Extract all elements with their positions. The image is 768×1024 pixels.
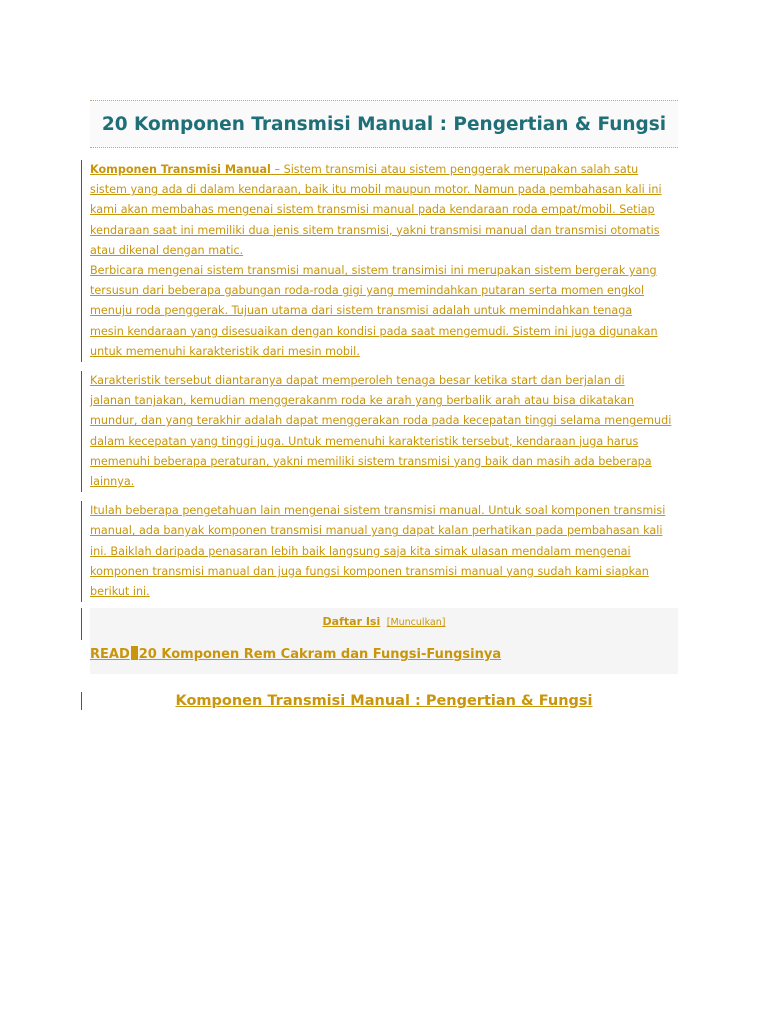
paragraph-karakteristik[interactable]: Karakteristik tersebut diantaranya dapat memperoleh tenaga besar ketika start dan berjalan di jalanan tanjakan, kemudian menggerakanm roda ke arah yang berbalik arah atau bisa dikatakan mundur, dan yang terakhir adalah dapat menggerakan roda pada kecepatan tinggi selama mengemudi dalam kecepatan yang tinggi juga. Untuk memenuhi karakteristik tersebut, kendaraan juga harus memenuhi beberapa peraturan, yakni memiliki sistem transmisi yang baik dan masih ada beberapa lainnya.	[90, 371, 678, 492]
toc-header	[90, 615, 678, 628]
toc-toggle-link[interactable]: [Munculkan]	[386, 617, 446, 629]
toc-title: Daftar Isi	[322, 615, 381, 629]
paragraph-pengetahuan[interactable]: Itulah beberapa pengetahuan lain mengenai sistem transmisi manual. Untuk soal komponen transmisi manual, ada banyak komponen transmisi manual yang dapat kalan perhatikan pada pembahasan kali ini. Baiklah daripada penasaran lebih baik langsung saja kita simak ulasan mendalam mengenai komponen transmisi manual dan juga fungsi komponen transmisi manual yang sudah kami siapkan berikut ini.	[90, 501, 678, 602]
table-of-contents	[90, 608, 678, 674]
separator-block	[131, 646, 138, 660]
title-box	[90, 100, 678, 148]
page-title: 20 Komponen Transmisi Manual : Pengertian & Fungsi	[101, 113, 667, 135]
article	[90, 100, 678, 712]
paragraph-intro[interactable]: Komponen Transmisi Manual – Sistem transmisi atau sistem penggerak merupakan salah satu sistem yang ada di dalam kendaraan, baik itu mobil maupun motor. Namun pada pembahasan kali ini kami akan membahas mengenai sistem transmisi manual pada kendaraan roda empat/mobil. Setiap kendaraan saat ini memiliki dua jenis sitem transmisi, yakni transmisi manual dan transmisi otomatis atau dikenal dengan matic. Berbicara mengenai sistem transmisi manual, sistem transimisi ini merupakan sistem bergerak yang tersusun dari beberapa gabungan roda-roda gigi yang memindahkan putaran serta momen engkol menuju roda penggerak. Tujuan utama dari sistem transmisi adalah untuk memindahkan tenaga mesin kendaraan yang disesuaikan dengan kondisi pada saat mengemudi. Sistem ini juga digunakan untuk memenuhi karakteristik dari mesin mobil.	[90, 160, 678, 362]
read-also-link[interactable]: READ 20 Komponen Rem Cakram dan Fungsi-Fungsinya	[90, 647, 502, 663]
section-heading[interactable]: Komponen Transmisi Manual : Pengertian & Fungsi	[90, 690, 678, 712]
intro-lead-link[interactable]: Komponen Transmisi Manual	[90, 163, 271, 176]
